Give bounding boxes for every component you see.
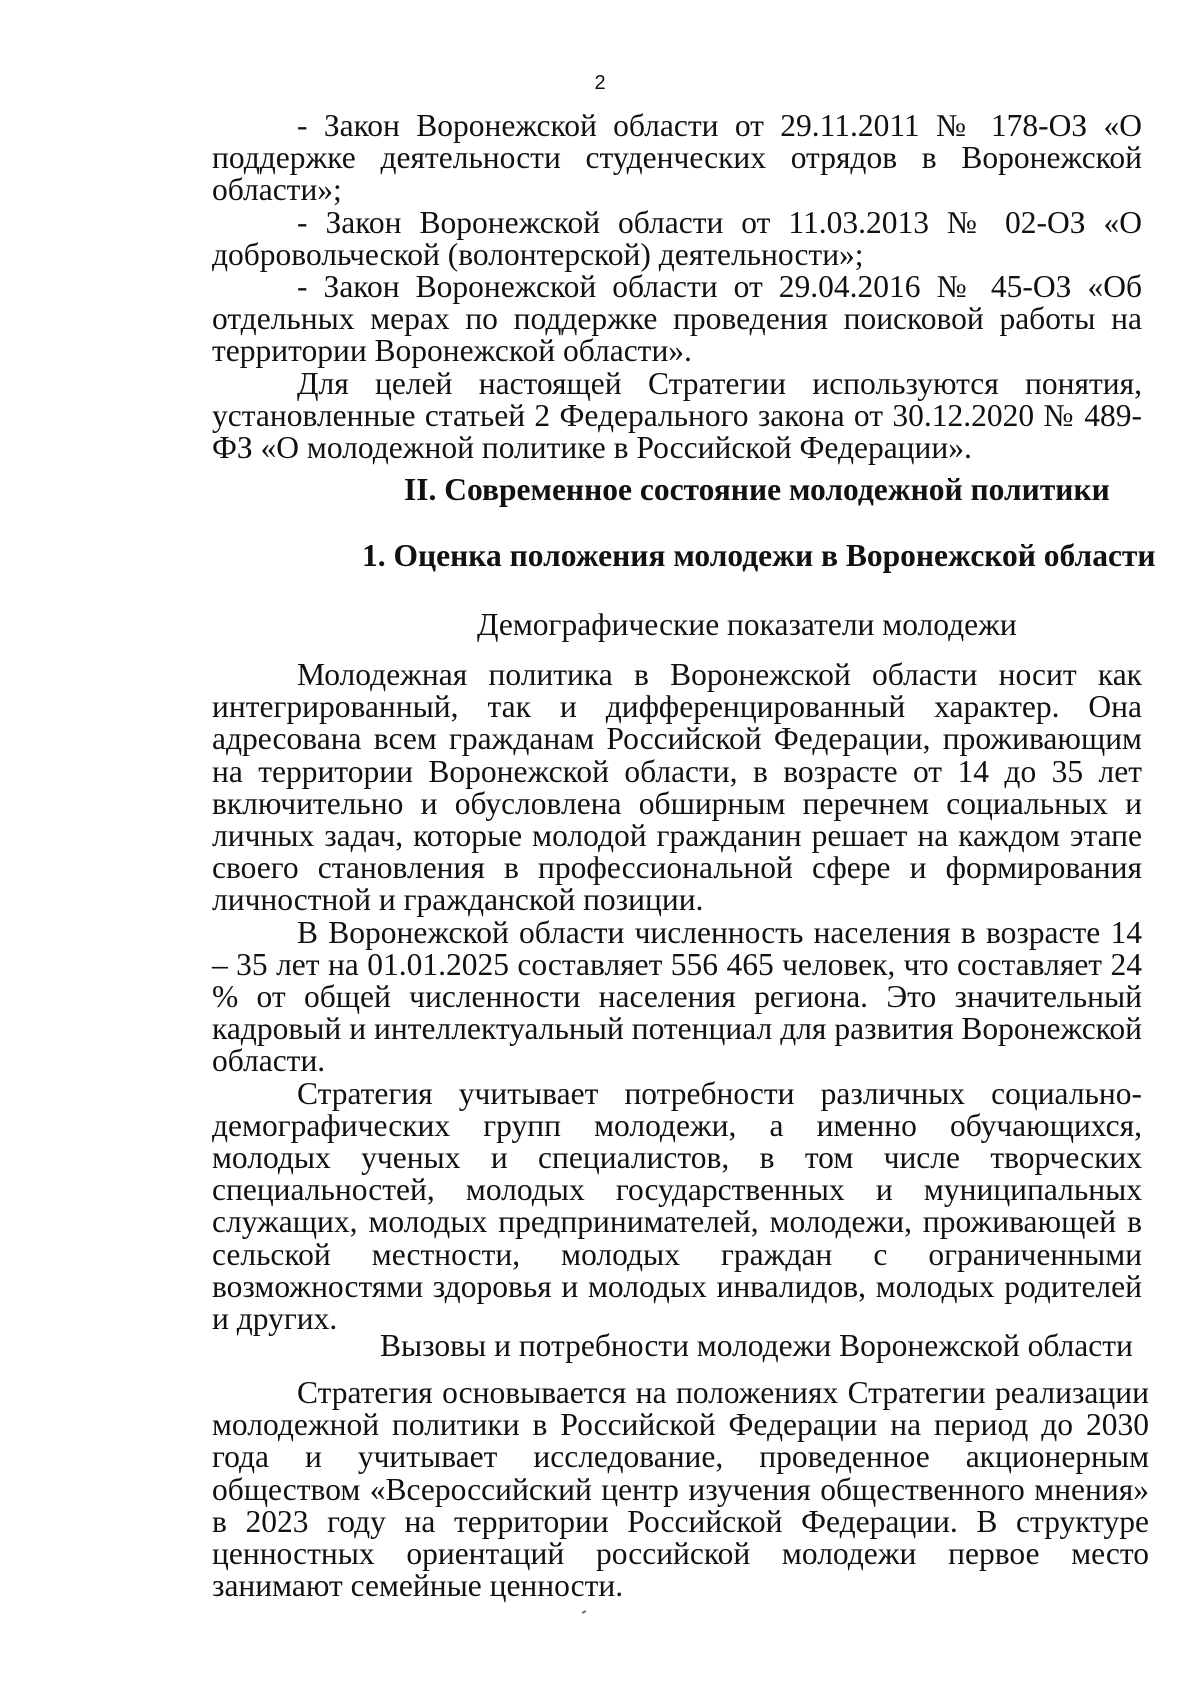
page-number: 2 [594, 72, 606, 94]
demography-paragraph: Стратегия учитывает потребности различных социально-демографических групп молодежи, а именно обучающихся, молодых ученых и специалистов, в том числе творческих специальностей, молодых государственных и муниципальных служащих, молодых предпринимателей, молодежи, проживающей в сельской местности, молодых граждан с ограниченными возможностями здоровья и молодых инвалидов, молодых родителей и других. [212, 1075, 1142, 1337]
scan-mark [582, 1610, 586, 1614]
challenges-heading: Вызовы и потребности молодежи Воронежской области [380, 1328, 1133, 1363]
demography-paragraph: В Воронежской области численность населения в возрасте 14 – 35 лет на 01.01.2025 составляет 556 465 человек, что составляет 24 % от общей численности населения региона. Это значительный кадровый и интеллектуальный потенциал для развития Воронежской области. [212, 914, 1142, 1079]
demography-heading: Демографические показатели молодежи [477, 607, 1017, 642]
definitions-paragraph: Для целей настоящей Стратегии используются понятия, установленные статьей 2 Федерального закона от 30.12.2020 № 489-ФЗ «О молодежной политике в Российской Федерации». [212, 365, 1142, 466]
demography-paragraph: Молодежная политика в Воронежской области носит как интегрированный, так и дифференцированный характер. Она адресована всем гражданам Российской Федерации, проживающим на территории Воронежской области, в возрасте от 14 до 35 лет включительно и обусловлена обширным перечнем социальных и личных задач, которые молодой гражданин решает на каждом этапе своего становления в профессиональной сфере и формирования личностной и гражданской позиции. [212, 657, 1142, 918]
law-list [212, 110, 1142, 464]
law-item: - Закон Воронежской области от 29.11.2011 № 178-ОЗ «О поддержке деятельности студенческих отрядов в Воронежской области»; [212, 108, 1142, 208]
challenges-paragraph: Стратегия основывается на положениях Стратегии реализации молодежной политики в Российской Федерации на период до 2030 года и учитывает исследование, проведенное акционерным обществом «Всероссийский центр изучения общественного мнения» в 2023 году на территории Российской Федерации. В структуре ценностных ориентаций российской молодежи первое место занимают семейные ценности. [212, 1375, 1149, 1604]
demography-text [212, 659, 1142, 1335]
law-item: - Закон Воронежской области от 29.04.2016 № 45-ОЗ «Об отдельных мерах по поддержке проведения поисковой работы на территории Воронежской области». [212, 269, 1142, 369]
subsection-heading: 1. Оценка положения молодежи в Воронежской области [362, 538, 1156, 573]
challenges-text [212, 1377, 1149, 1602]
law-item: - Закон Воронежской области от 11.03.2013 № 02-ОЗ «О добровольческой (волонтерской) деятельности»; [212, 204, 1142, 272]
section-heading: II. Современное состояние молодежной политики [404, 472, 1110, 507]
